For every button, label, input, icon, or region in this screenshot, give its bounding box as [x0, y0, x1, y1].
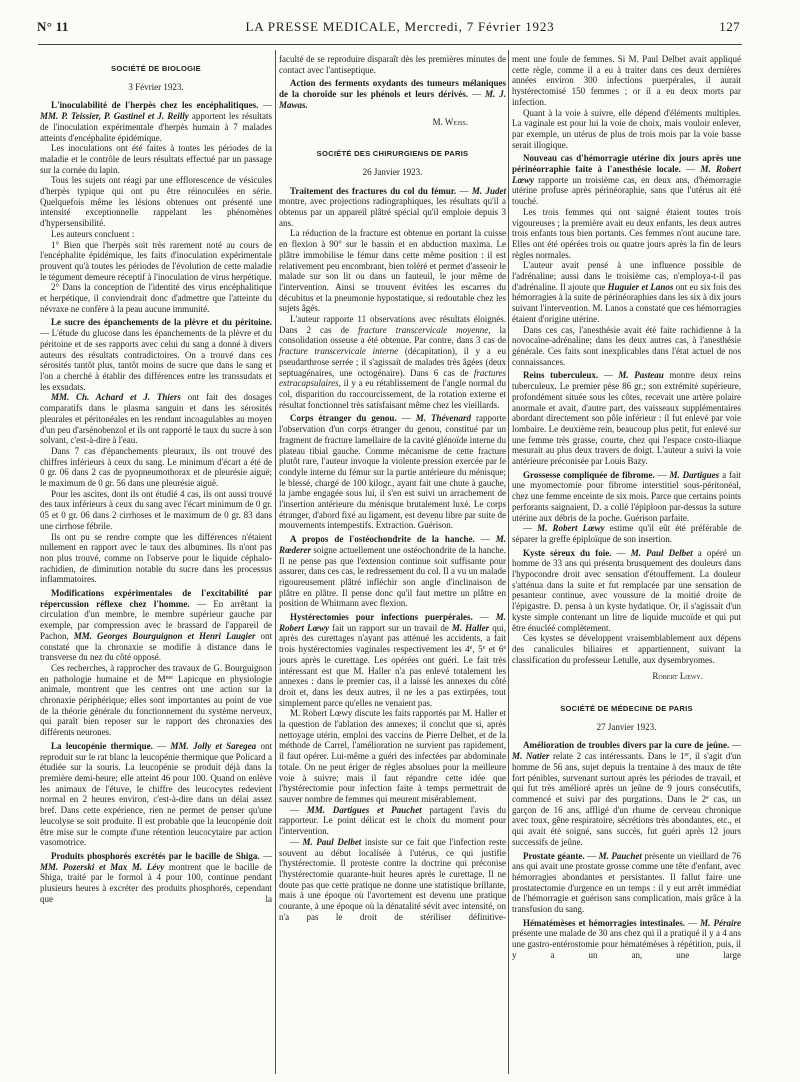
column-right [512, 54, 741, 961]
author-names: MM. Pozerski et Max M. Lévy [40, 861, 165, 872]
author-names: MM. Dartigues et Pauchet [306, 804, 422, 815]
text-run: — [684, 917, 701, 928]
text-run: — [654, 469, 670, 480]
paragraph [279, 837, 506, 923]
author-names: MM. Jolly et Saregea [170, 740, 257, 751]
superscript: er [684, 752, 690, 759]
text-run: L'auteur rapporte 11 observations avec résultats éloignés. Dans 2 cas de [279, 314, 506, 335]
text-run: présente une malade de 30 ans chez qui il a pratiqué il y a 4 ans une gastro-entérostomie pour hématémèses à répétition, puis, il y a un an, une large [512, 928, 741, 960]
paragraph [512, 523, 741, 544]
text-run: — [584, 850, 599, 861]
paragraph [40, 282, 272, 314]
paragraph [512, 325, 741, 368]
author-names: M. Dartigues [669, 469, 720, 480]
text-run: — [680, 164, 701, 175]
paragraph [279, 534, 506, 609]
text-run: Lapicque en physiologie animale, montrent que les centres ont une action sur la chronaxie périphérique; elles sont importantes au point de vue de la théorie générale du fonctionnement du système nerveux, qui paraît bien reposer sur le rapport des chronaxies des différents neurones. [40, 673, 273, 738]
author-names: MM. Ch. Achard et J. Thiers [51, 392, 181, 403]
text-run: ont eu six fois des hémorragies à la suite de périnéoraphies dans les six à dix jours suivant l'intervention. M. Lanos a constaté que ces hémorragies étaient d'origine utérine. [512, 281, 741, 324]
text-run: rapporte l'observation d'un corps étranger du genou, constitué par un fragment de fracture lamellaire de la cavité glénoïde interne du plateau tibial gauche. Comme mécanisme de cette fracture plutôt rare, l'auteur invoque la violente pression exercée par le condyle interne du fémur sur la partie antérieure du ménisque; le blessé, chargé de 100 kilogr., ayant fait une chute à gauche, la jambe engagée sous lui, il s'en est suivi un arrachement de l'insertion antérieure du ménisque brutalement luxé. Le corps étranger, d'abord fixé au ligament, est devenu libre par suite de mouvements intempestifs. Extraction. Guérison. [279, 413, 507, 531]
paragraph [40, 317, 272, 392]
text-run: soigne actuellement une ostéochondrite de la hanche. Il ne pense pas que l'extension continue soit suffisante pour assurer, dans ces cas, le redressement du col. Il a vu un malade rigoureusement plâtré infléchir son angle d'inclinaison de plâtre en plâtre. Il pense donc qu'il faut mettre un plâtre en position de Whitmann avec flexion. [279, 544, 506, 609]
text-run: fait un rapport sur un travail de [329, 622, 452, 633]
paragraph [40, 489, 272, 532]
paragraph [279, 413, 506, 531]
text-run: — [258, 100, 272, 111]
author-names: M. Judet [471, 185, 506, 196]
text-run: 2° Dans la conception de l'identité des virus encéphalitique et herpétique, il conviendrait donc d'admettre que l'atteinte du névraxe ne confère à la peau aucune immunité. [40, 282, 272, 314]
author-names: M. Robert Lœwy [512, 164, 741, 185]
paragraph [40, 392, 272, 446]
item-title: Traitement des fractures du col du fémur. [290, 185, 457, 196]
text-run: Ils ont pu se rendre compte que les différences n'étaient nullement en rapport avec le taux des albumines. Ils n'ont pas non plus trouvé, comme on l'observe pour le liquide céphalo-rachidien, de diminution notable du sucre dans les processus inflammatoires. [40, 531, 272, 585]
text-run: apportent les résultats de l'inoculation expérimentale d'herpès humain à 7 malades atteints d'encéphalite épidémique. [40, 111, 272, 143]
paragraph [40, 663, 272, 738]
text-run: montrent que le bacille de Shiga, traité par le formol à 4 pour 100, continue pendant plusieurs heures à excréter des produits phosphorés, cependant que la [40, 861, 272, 904]
text-run: Pour les ascites, dont ils ont étudié 4 cas, ils ont aussi trouvé des taux inférieurs à ceux du sang avec l'écart minimum de 0 gr. 05 et 0 gr. 06 dans 2 cirrhoses et le maximum de 0 gr. 83 dans une cirrhose fébrile. [40, 488, 272, 531]
paragraph [279, 54, 506, 75]
author-names: M. Thévenard [415, 413, 472, 424]
text-run: — [611, 547, 631, 558]
text-run: Les trois femmes qui ont saigné étaient toutes trois vigoureuses ; la première avait eu deux enfants, les deux autres trois enfants tous bien portants. Ces femmes n'ont aucune tare. Elles ont été opérées trois ou quatre jours après la fin de leurs règles normales. [512, 206, 741, 260]
text-run: Quant à la voie à suivre, elle dépend d'éléments multiples. La vaginale est pour lui la voie de choix, mais vouloir enlever, par exemple, un utérus de plus de trois mois par la voie basse serait illogique. [512, 107, 741, 150]
text-run: , 5 [472, 644, 483, 655]
paragraph [40, 229, 272, 240]
paragraph [279, 186, 506, 229]
item-title: Amélioration de troubles divers par la cure de jeûne. [523, 740, 730, 751]
paragraph [40, 240, 272, 283]
paragraph [40, 446, 272, 489]
text-run: insiste sur ce fait que l'infection reste souvent au début localisée à l'utérus, ce qui justifie l'hystérectomie. Il proteste contre la doctrine qui préconise l'hystérectomie quarante-huit heures après le curettage. Il ne doute pas que cette pratique ne donne une statistique brillante, mais à une époque où l'avortement est devenu une pratique courante, à une époque où la dénatalité sévit avec intensité, on n'a pas le droit de stériliser définitive- [279, 836, 507, 922]
signature: Robert Lœwy. [652, 671, 703, 682]
text-run: — [598, 370, 619, 381]
item-title: Reins tuberculeux. [523, 370, 599, 381]
text-run: Ces recherches, à rapprocher des travaux de G. Bourguignon en pathologie humaine et de M [40, 662, 272, 684]
paragraph [40, 143, 272, 175]
italic-term: fracture transcervicale moyenne [358, 324, 489, 335]
text-run: L'auteur avait pensé à une influence possible de l'adrénaline; aussi dans le troisième cas, n'employa-t-il pas d'adrénaline. Il ajoute que [512, 260, 741, 292]
paragraph [279, 612, 506, 708]
paragraph [40, 532, 272, 586]
author-names: M. Pauchet [598, 850, 642, 861]
paragraph [279, 708, 506, 804]
text-run: — [523, 523, 538, 534]
author-names: M. Pasteau [618, 370, 664, 381]
superscript: me [165, 674, 173, 681]
author-names: M. Paul Delbet [302, 836, 362, 847]
item-title: Prostate géante. [523, 850, 585, 861]
text-run: partagent l'avis du rapporteur. Le point délicat est le choix du moment pour l'intervention. [279, 804, 506, 837]
column-middle [279, 54, 506, 922]
paragraph [40, 588, 272, 663]
text-run: Dans 7 cas d'épanchements pleuraux, ils ont trouvé des chiffres inférieurs à ceux du sang. Le minimum d'écart a été de 0 gr. 06 dans 2 cas de pyopneumothorax et de pleurésie aiguë; le maximum de 0 gr. 56 dans une pleurésie aiguë. [40, 445, 272, 489]
paragraph [512, 470, 741, 524]
text-run: Ces kystes se développent vraisemblablement aux dépens des canalicules biliaires et appartiennent, suivant la classification du professeur Letulle, aux dysembryomes. [512, 633, 741, 665]
text-run: (décapitation), il y a eu pseudarthrose serrée ; il s'agissait de malades très âgées (deux septuagénaires, une octogénaire). Dans 6 cas de [279, 346, 506, 378]
author-names: M. Robert Lœwy [279, 612, 506, 633]
text-run: — [456, 185, 472, 196]
paragraph [512, 548, 741, 634]
paragraph [512, 851, 741, 915]
item-title: Hématémèses et hémorragies intestinales. [523, 917, 685, 928]
paragraph [512, 153, 741, 207]
signature: M. Weiss. [432, 116, 468, 127]
column-left [40, 54, 272, 904]
text-run: — [259, 850, 273, 861]
text-run: Les inoculations ont été faites à toutes les périodes de la maladie et le contrôle de leurs résultats effectué par un passage sur la cornée du lapin. [40, 143, 272, 175]
text-run: relate 2 cas intéressants. Dans le 1 [549, 751, 685, 762]
item-title: Corps étranger du genou. [290, 413, 397, 424]
paragraph [512, 370, 741, 466]
italic-term: fracture transcervicale interne [279, 346, 399, 357]
page-number: 127 [719, 19, 740, 34]
text-run: , la consolidation osseuse a été obtenue. Par contre, dans 3 cas de [279, 324, 506, 346]
text-run: , il s'agit d'un homme de 56 ans, sujet depuis la trentaine à des maux de tête fort pénibles, survenant surtout après les périodes de travail, et qui fut très amélioré après un jeûne de 9 jours consécutifs, commencé et suivi par des purgations. Dans le 2 [512, 751, 741, 804]
text-run: ment une foule de femmes. Si M. Paul Delbet avait appliqué cette règle, comme il a eu à traiter dans ces deux dernières années environ 300 infections puerpérales, il aurait hystérectomisé 150 femmes ; or il a eu deux morts par infection. [512, 54, 741, 107]
text-run: — L'étude du glucose dans les épanchements de la plèvre et du péritoine et de ses rapports avec celui du sang a donné à divers auteurs des résultats contradictoires. On a trouvé dans ces sérosités tantôt plus, tantôt moins de sucre que dans le sang et l'on a cherché à établir des différences entre les transsudats et les exsudats. [40, 328, 272, 392]
text-run: — [729, 740, 741, 751]
text-run: — En arrêtant la circulation d'un membre, le membre supérieur gauche par exemple, par compression avec le brassard de l'appareil de Pachon, [40, 598, 272, 641]
text-run: qui, après des curettages n'ayant pas atténué les accidents, a fait trois hystérectomies vaginales respectivement les 4 [279, 622, 506, 655]
text-run: — [474, 534, 496, 545]
text-run: montre, avec projections radiographiques, les résultats qu'il a obtenus par un appareil plâtré spécial qu'il emploie depuis 3 ans. [279, 196, 506, 228]
item-title: Kyste séreux du foie. [523, 547, 612, 558]
issue-number: N° 11 [37, 19, 69, 34]
text-run: Les auteurs concluent : [51, 228, 135, 239]
text-run: Tous les sujets ont réagi par une efflorescence de vésicules d'herpès typique qui ont pu être réinoculées en série. Quelquefois même les lésions obtenues ont présenté une intensité exceptionnelle rappelant les phénomènes d'hypersensibilité. [40, 175, 272, 229]
item-title: A propos de l'ostéochondrite de la hanche. [290, 534, 475, 545]
text-run: faculté de se reproduire disparaît dès les premières minutes de contact avec l'antiseptique. [279, 54, 506, 75]
text-run: — [290, 836, 303, 847]
author-names: Huguier et Lanos [607, 281, 674, 292]
author-names: M. Robert Lœwy [537, 523, 605, 534]
text-run: a fait une myomectomie pour fibrome interstitiel sous-péritonéal, chez une femme enceinte de six mois. Parce que certains points perforants saignaient, D. a collé l'épiploon par-dessus la suture utérine aux débris de la poche. Guérison parfaite. [512, 469, 742, 523]
item-title: La leucopénie thermique. [51, 740, 153, 751]
paragraph [40, 175, 272, 229]
superscript: e [482, 645, 486, 652]
paragraph [512, 740, 741, 847]
paragraph [512, 918, 741, 961]
journal-title: LA PRESSE MEDICALE, Mercredi, 7 Février 1923 [245, 19, 555, 34]
superscript: e [469, 645, 473, 652]
society-heading: SOCIÉTÉ DE BIOLOGIE [111, 64, 201, 73]
paragraph [279, 314, 506, 410]
author-names: M. J. Mawas. [279, 89, 506, 110]
text-run: présente un vieillard de 76 ans qui avait une prostate grosse comme une tête d'enfant, avec hémorragies abondantes et persistantes. Il fallut faire une prostatectomie d'urgence en un temps : il y eut arrêt immédiat de l'hémorragie et guérison sans complication, mais grâce à la transfusion du sang. [512, 850, 742, 915]
author-names: MM. P. Teissier, P. Gastinel et J. Reilly [40, 111, 189, 122]
session-date: 26 Janvier 1923. [362, 166, 423, 177]
paragraph [512, 260, 741, 324]
text-run: cas, un garçon de 16 ans, affligé d'un rhume de cerveau chronique avec toux, gêne respiratoire, sécrétions très abondantes, etc., et qui avait été soigné, sans succès, fut guéri après 12 jours successifs de jeûne. [512, 794, 741, 847]
text-run: , il y a eu rétablissement de l'angle normal du col, disparition du raccourcissement, de la rotation externe et résultat fonctionnel très satisfaisant même chez les vieillards. [279, 378, 506, 410]
item-title: Hystérectomies pour infections puerpérales. [290, 612, 473, 623]
paragraph [279, 228, 506, 314]
text-run: — [472, 612, 496, 623]
superscript: e [503, 645, 507, 652]
text-run: jours après le curettage. Les opérées ont guéri. Le fait très intéressant est que M. Haller n'a pas enlevé totalement les annexes : dans le premier cas, il a laissé les annexes du côté droit et, dans les deux autres, il ne les a pas extirpées, tout simplement parce qu'elles ne venaient pas. [279, 654, 506, 708]
paragraph [40, 741, 272, 848]
item-title: Produits phosphorés excrétés par le bacille de Shiga. [51, 850, 260, 861]
column-divider [508, 50, 509, 1074]
text-run: a opéré un homme de 33 ans qui présenta brusquement des douleurs dans l'hypocondre droit avec sensation d'étouffement. La douleur s'atténua dans la suite et fut remplacée par une sensation de pesanteur continue, avec voussure de la moitié droite de l'épigastre. D. pensa à un kyste hydatique. Or, il s'agissait d'un kyste simple contenant un litre de liquide mucoïde et qui put être énucléé complètement. [512, 547, 742, 633]
author-names: M. Natier [512, 751, 550, 762]
author-names: M. Rœderer [279, 534, 506, 555]
text-run: — [467, 89, 485, 100]
paragraph [512, 633, 741, 665]
text-run: — [396, 413, 416, 424]
text-run: estime qu'il eût été préférable de séparer la greffe épiploïque de son insertion. [512, 523, 742, 544]
session-date: 3 Février 1923. [128, 81, 184, 92]
item-title: L'inoculabilité de l'herpès chez les encéphalitiques. [51, 100, 259, 111]
text-run: — [152, 740, 171, 751]
society-heading: SOCIÉTÉ DE MÉDECINE DE PARIS [560, 704, 693, 714]
item-title: Action des ferments oxydants des tumeurs mélaniques de la choroïde sur les phénols et leurs dérivés. [279, 78, 506, 100]
paragraph [512, 108, 741, 151]
paragraph [40, 851, 272, 905]
text-run: 1° Bien que l'herpès soit très rarement noté au cours de l'encéphalite épidémique, les faits d'inoculation expérimentale prouvent qu'à toutes les périodes de l'évolution de cette maladie le tégument demeure réceptif à l'inoculation de virus herpétique. [40, 239, 272, 282]
paragraph [279, 805, 506, 837]
text-run: ont reproduit sur le rat blanc la leucopénie thermique que Policard a étudiée sur la souris. La leucopénie se produit déjà dans la première demi-heure; elle atteint 46 pour 100. Quand on enlève les animaux de l'étuve, le chiffre des leucocytes redevient normal en 2 heures environ, c'est-à-dire dans un délai assez bref. Dans cette expérience, rien ne permet de penser qu'une leucolyse se soit produite. Il est probable que la leucopénie doit être mise sur le compte d'une rétention leucocytaire par action vasomotrice. [40, 740, 272, 848]
paragraph [279, 78, 506, 110]
society-heading: SOCIÉTÉ DES CHIRURGIENS DE PARIS [316, 149, 469, 159]
text-run: et 6 [485, 644, 504, 655]
text-run: ont fait des dosages comparatifs dans le plasma sanguin et dans les sérosités pleurales et péritonéales en les rendant incoagulables au moyen d'un peu d'arsénobenzol et ils ont rapporté le taux du sucre à son solvant, c'est-à-dire à l'eau. [40, 392, 273, 446]
header-rule [38, 44, 742, 45]
text-run: M. Robert Lœwy discute les faits rapportés par M. Haller et la question de l'ablation des annexes; il conclut que si, après nettoyage utérin, emploi des vaccins de Pierre Delbet, et de la méthode de Carrel, l'amélioration ne survient pas rapidement, il faut opérer. Lui-même a guéri des infectées par abdominale totale. On ne peut ériger de règles absolues pour la meilleure voie à suivre; mais il faut répandre cette idée que l'hystérectomie pour infection faite à temps permettrait de sauver nombre de femmes qui meurent misérablement. [279, 708, 506, 804]
paragraph [40, 100, 272, 143]
italic-term: fractures extracapsulaires [279, 367, 506, 389]
text-run: montre deux reins tuberculeux. Le premier pèse 86 gr.; son extrémité supérieure, profondément située sous les côtes, recevait une artère polaire anormale et avait, d'autre part, des vaisseaux supplémentaires abordant directement son pôle inférieur : il fut enlevé par voie lombaire. Le deuxième rein, beaucoup plus petit, fut enlevé sur une femme très grasse, courte, chez qui l'espace costo-iliaque mesurait au plus deux travers de doigt. L'auteur a suivi la voie antérieure préconisée par Louis Bazy. [512, 370, 741, 467]
paragraph [512, 54, 741, 108]
text-run: La réduction de la fracture est obtenue en portant la cuisse en flexion à 90° sur le bassin et en abduction maxima. Le plâtre immobilise le fémur dans cette même position : il est relativement peu encombrant, bien toléré et permet d'asseoir le malade sur son lit ou dans un fauteuil, le jour même de l'intervention. Ainsi se trouvent évitées les escarres du décubitus et la pneumonie hypostatique, si redoutable chez les sujets âgés. [279, 228, 506, 314]
text-run: Dans ces cas, l'anesthésie avait été faite rachidienne à la novocaïne-adrénaline; dans les deux autres cas, à l'anesthésie générale. Ces faits sont inexplicables dans l'état actuel de nos connaissances. [512, 324, 741, 367]
item-title: Le sucre des épanchements de la plèvre et du péritoine. [51, 317, 272, 328]
item-title: Nouveau cas d'hémorragie utérine dix jours après une périnéorraphie faite à l'anesthésie locale. [512, 153, 741, 175]
text-run: ont constaté que la chronaxie se modifie à distance dans le transverse du nez du côté opposé. [40, 630, 272, 663]
paragraph [512, 207, 741, 261]
author-names: M. Paul Delbet [630, 547, 693, 558]
author-names: MM. Georges Bourguignon et Henri Laugier [73, 630, 256, 641]
text-run: — [290, 804, 307, 815]
author-names: M. Péraire [700, 917, 742, 928]
superscript: e [706, 795, 709, 801]
author-names: M. Haller [451, 622, 490, 633]
text-run: rapporte un troisième cas, en deux ans, d'hémorragie utérine profuse après périnéoraphie, sans que l'utérus ait été touché. [512, 174, 741, 207]
column-divider [275, 50, 276, 1074]
session-date: 27 Janvier 1923. [596, 721, 657, 732]
item-title: Grossesse compliquée de fibrome. [523, 469, 655, 480]
item-title: Modifications expérimentales de l'excitabilité par répercussion réflexe chez l'homme. [40, 588, 272, 609]
